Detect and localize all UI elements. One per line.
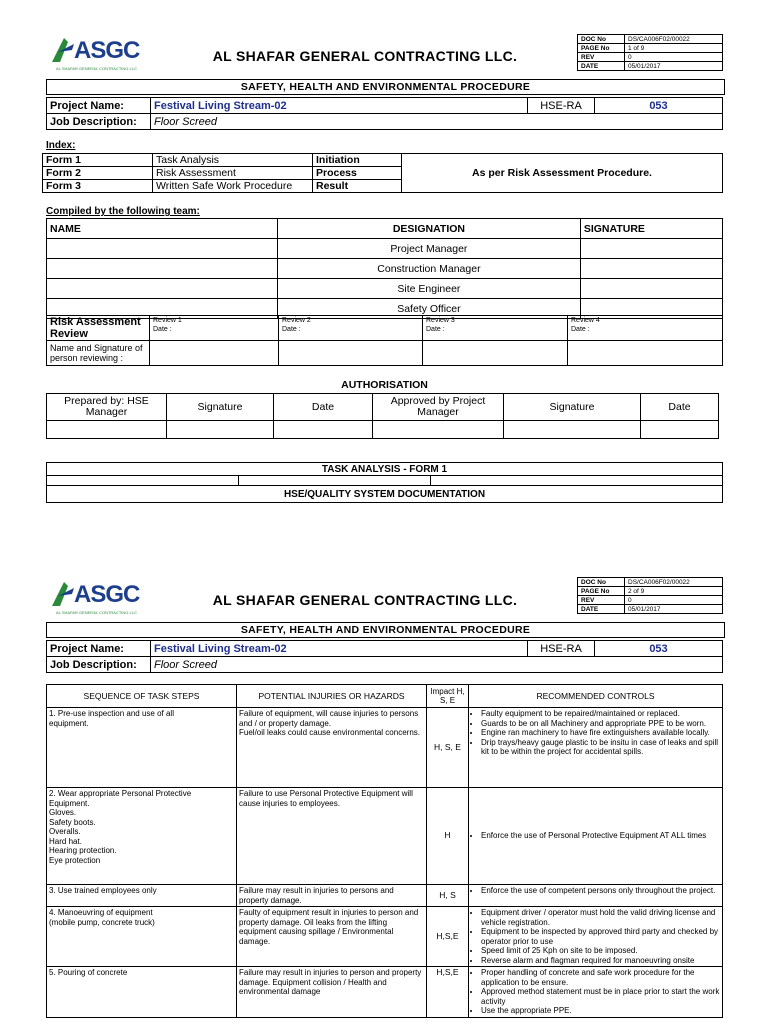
doc-meta-key: DOC No bbox=[578, 35, 625, 44]
control-item: • Speed limit of 25 Kph on site to be imposed. bbox=[481, 946, 720, 956]
doc-meta-table bbox=[577, 577, 723, 614]
team-header-signature: SIGNATURE bbox=[580, 219, 722, 239]
review-cell: Review 1 Date : bbox=[150, 316, 279, 341]
index-stage: Result bbox=[313, 180, 402, 193]
controls-list bbox=[471, 886, 720, 896]
control-item: • Enforce the use of competent persons only throughout the project. bbox=[481, 886, 720, 896]
doc-meta-key: REV bbox=[578, 596, 625, 605]
control-item: • Equipment driver / operator must hold the valid driving license and vehicle registration. bbox=[481, 908, 720, 927]
control-item: • Faulty equipment to be repaired/maintained or replaced. bbox=[481, 709, 720, 719]
project-name-value: Festival Living Stream-02 bbox=[151, 98, 528, 114]
hazard-row bbox=[47, 967, 723, 1018]
index-table bbox=[42, 153, 723, 193]
doc-meta-row bbox=[578, 596, 723, 605]
task-step: 4. Manoeuvring of equipment (mobile pump, concrete truck) bbox=[49, 908, 155, 927]
doc-meta-value: 2 of 9 bbox=[625, 587, 723, 596]
procedure-title: SAFETY, HEALTH AND ENVIRONMENTAL PROCEDURE bbox=[46, 622, 725, 638]
index-stage: Initiation bbox=[313, 154, 402, 167]
company-name: AL SHAFAR GENERAL CONTRACTING LLC. bbox=[212, 592, 518, 608]
controls-list bbox=[471, 908, 720, 965]
doc-meta-key: DOC No bbox=[578, 578, 625, 587]
job-description-value: Floor Screed bbox=[151, 657, 723, 673]
doc-meta-key: PAGE No bbox=[578, 587, 625, 596]
control-item: • Engine ran machinery to have fire extinguishers available locally. bbox=[481, 728, 720, 738]
project-name-value: Festival Living Stream-02 bbox=[151, 641, 528, 657]
hse-ra-number: 053 bbox=[595, 641, 723, 657]
company-name: AL SHAFAR GENERAL CONTRACTING LLC. bbox=[212, 48, 518, 64]
task-step: 5. Pouring of concrete bbox=[49, 968, 128, 977]
controls-list bbox=[471, 831, 720, 841]
index-note: As per Risk Assessment Procedure. bbox=[402, 154, 723, 193]
doc-meta-row bbox=[578, 35, 723, 44]
index-stage: Process bbox=[313, 167, 402, 180]
hazard-row bbox=[47, 788, 723, 885]
doc-meta-row bbox=[578, 605, 723, 614]
impact-value: H, S, E bbox=[427, 708, 469, 788]
project-name-label: Project Name: bbox=[47, 98, 151, 114]
controls-list bbox=[471, 709, 720, 757]
project-info-table bbox=[46, 97, 723, 130]
auth-signature: Signature bbox=[504, 394, 641, 421]
team-header-name: NAME bbox=[47, 219, 278, 239]
controls-list bbox=[471, 968, 720, 1016]
project-info-table bbox=[46, 640, 723, 673]
doc-meta-key: REV bbox=[578, 53, 625, 62]
company-logo bbox=[50, 36, 140, 76]
hazard-analysis-table bbox=[46, 684, 723, 1018]
company-logo bbox=[50, 580, 140, 620]
index-desc: Task Analysis bbox=[153, 154, 313, 167]
designation-cell: Safety Officer bbox=[278, 299, 581, 319]
authorisation-table bbox=[46, 393, 719, 439]
index-form: Form 1 bbox=[43, 154, 153, 167]
procedure-title: SAFETY, HEALTH AND ENVIRONMENTAL PROCEDURE bbox=[46, 79, 725, 95]
job-description-label: Job Description: bbox=[47, 657, 151, 673]
doc-meta-value: 0 bbox=[625, 596, 723, 605]
task-form-title: TASK ANALYSIS - FORM 1 bbox=[47, 463, 723, 476]
auth-signature: Signature bbox=[167, 394, 274, 421]
logo-text: ASGC bbox=[74, 37, 140, 64]
doc-meta-value: 0 bbox=[625, 53, 723, 62]
designation-cell: Construction Manager bbox=[278, 259, 581, 279]
doc-meta-value: 05/01/2017 bbox=[625, 605, 723, 614]
logo-text: ASGC bbox=[74, 581, 140, 608]
task-step: 1. Pre-use inspection and use of all equipment. bbox=[49, 709, 174, 728]
doc-meta-key: PAGE No bbox=[578, 44, 625, 53]
doc-meta-row bbox=[578, 578, 723, 587]
control-item: • Enforce the use of Personal Protective Equipment AT ALL times bbox=[481, 831, 720, 841]
hazard-text: Failure to use Personal Protective Equipment will cause injuries to employees. bbox=[239, 789, 413, 808]
control-item: • Proper handling of concrete and safe work procedure for the application to be ensure. bbox=[481, 968, 720, 987]
review-table bbox=[46, 315, 723, 366]
doc-meta-table bbox=[577, 34, 723, 71]
hse-ra-label: HSE-RA bbox=[528, 641, 595, 657]
control-item: • Guards to be on all Machinery and appropriate PPE to be worn. bbox=[481, 719, 720, 729]
control-item: • Reverse alarm and flagman required for manoeuvring onsite bbox=[481, 956, 720, 966]
doc-meta-key: DATE bbox=[578, 62, 625, 71]
doc-meta-value: DS/CA006F02/00022 bbox=[625, 578, 723, 587]
header-impact: Impact H, S, E bbox=[427, 685, 469, 708]
designation-cell: Site Engineer bbox=[278, 279, 581, 299]
header-hazards: POTENTIAL INJURIES OR HAZARDS bbox=[237, 685, 427, 708]
doc-meta-row bbox=[578, 62, 723, 71]
review-cell: Review 2 Date : bbox=[279, 316, 423, 341]
doc-meta-row bbox=[578, 587, 723, 596]
impact-value: H bbox=[427, 788, 469, 885]
job-description-value: Floor Screed bbox=[151, 114, 723, 130]
review-cell: Review 4 Date : bbox=[568, 316, 723, 341]
control-item: • Drip trays/heavy gauge plastic to be insitu in case of leaks and spill kit to be within the project for accidental spills. bbox=[481, 738, 720, 757]
hazard-row bbox=[47, 907, 723, 967]
doc-meta-value: DS/CA006F02/00022 bbox=[625, 35, 723, 44]
doc-meta-row bbox=[578, 44, 723, 53]
logo-subtitle: AL SHAFAR GENERAL CONTRACTING LLC bbox=[56, 610, 137, 615]
review-label: Risk Assessment Review bbox=[47, 316, 150, 341]
auth-date: Date bbox=[274, 394, 373, 421]
header-controls: RECOMMENDED CONTROLS bbox=[469, 685, 723, 708]
doc-meta-key: DATE bbox=[578, 605, 625, 614]
team-header-designation: DESIGNATION bbox=[278, 219, 581, 239]
hazard-text: Failure may result in injuries to persons and property damage. bbox=[239, 886, 394, 905]
index-form: Form 2 bbox=[43, 167, 153, 180]
doc-meta-value: 05/01/2017 bbox=[625, 62, 723, 71]
reviewer-signature-label: Name and Signature of person reviewing : bbox=[47, 341, 150, 366]
hazard-row bbox=[47, 885, 723, 907]
auth-date: Date bbox=[641, 394, 719, 421]
project-name-label: Project Name: bbox=[47, 641, 151, 657]
task-step: 2. Wear appropriate Personal Protective Equipment. Gloves. Safety boots. Overalls. Hard hat. Hearing protection. Eye protection bbox=[49, 789, 192, 865]
hse-ra-label: HSE-RA bbox=[528, 98, 595, 114]
team-table bbox=[46, 218, 723, 319]
designation-cell: Project Manager bbox=[278, 239, 581, 259]
hse-ra-number: 053 bbox=[595, 98, 723, 114]
auth-approved-by: Approved by Project Manager bbox=[373, 394, 504, 421]
index-form: Form 3 bbox=[43, 180, 153, 193]
impact-value: H,S,E bbox=[427, 967, 469, 1018]
index-desc: Written Safe Work Procedure bbox=[153, 180, 313, 193]
control-item: • Approved method statement must be in place prior to start the work activity bbox=[481, 987, 720, 1006]
task-form-footer: HSE/QUALITY SYSTEM DOCUMENTATION bbox=[47, 486, 723, 503]
header-task-steps: SEQUENCE OF TASK STEPS bbox=[47, 685, 237, 708]
hazard-text: Faulty of equipment result in injuries to person and property damage. Oil leaks from the lifting equipment causing spillage / Environmental damage. bbox=[239, 908, 419, 946]
hazard-text: Failure may result in injuries to person and property damage. Equipment collision / Health and environmental damage bbox=[239, 968, 422, 996]
authorisation-title: AUTHORISATION bbox=[341, 379, 428, 391]
team-label: Compiled by the following team: bbox=[46, 206, 200, 217]
hazard-row bbox=[47, 708, 723, 788]
control-item: • Use the appropriate PPE. bbox=[481, 1006, 720, 1016]
logo-subtitle: AL SHAFAR GENERAL CONTRACTING LLC bbox=[56, 66, 137, 71]
auth-prepared-by: Prepared by: HSE Manager bbox=[47, 394, 167, 421]
doc-meta-value: 1 of 9 bbox=[625, 44, 723, 53]
review-cell: Review 3 Date : bbox=[423, 316, 568, 341]
hazard-text: Failure of equipment, will cause injuries to persons and / or property damage. Fuel/oil leaks could cause environmental concerns. bbox=[239, 709, 420, 737]
doc-meta-row bbox=[578, 53, 723, 62]
impact-value: H, S bbox=[427, 885, 469, 907]
impact-value: H,S,E bbox=[427, 907, 469, 967]
task-analysis-table bbox=[46, 462, 723, 503]
control-item: • Equipment to be inspected by approved third party and checked by operator prior to use bbox=[481, 927, 720, 946]
index-label: Index: bbox=[46, 140, 76, 151]
index-desc: Risk Assessment bbox=[153, 167, 313, 180]
task-step: 3. Use trained employees only bbox=[49, 886, 157, 895]
job-description-label: Job Description: bbox=[47, 114, 151, 130]
